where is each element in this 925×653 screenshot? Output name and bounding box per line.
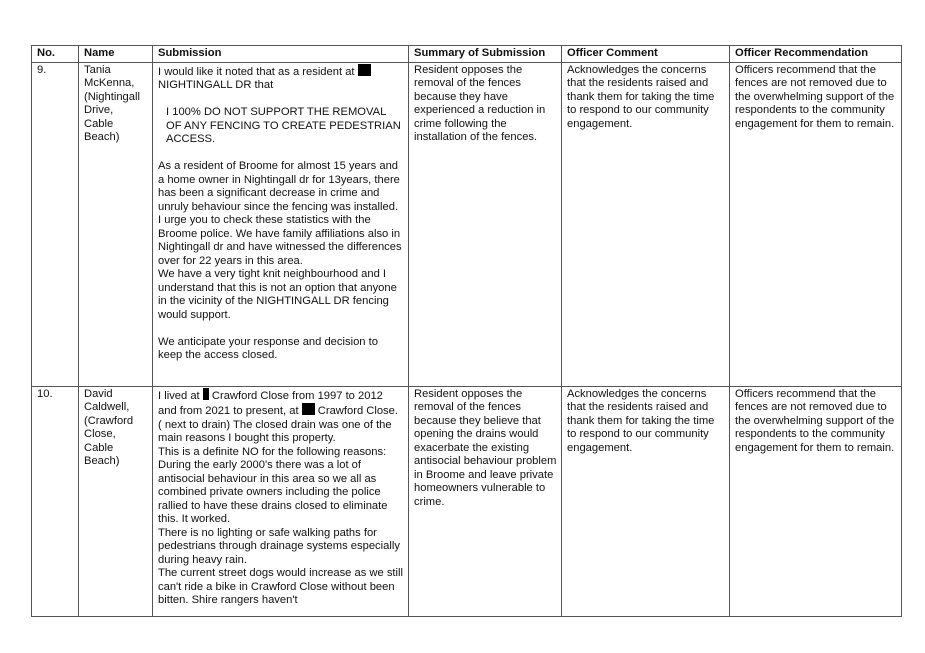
officer-comment: Acknowledges the concerns that the residents raised and thank them for taking the time to respond to our community engagement. [562, 62, 730, 386]
submission-paragraph: This is a definite NO for the following reasons: [158, 445, 387, 458]
table-row [32, 62, 902, 386]
submission-text-part: Crawford Close from 1997 to 2012 and from 2021 to present, at [158, 389, 383, 417]
name-line: Drive, [84, 104, 114, 116]
submission-paragraph: We anticipate your response and decision to keep the access closed. [158, 335, 378, 361]
row-number: 10. [32, 386, 79, 616]
redaction-block [358, 64, 371, 76]
name-line: Beach) [84, 131, 120, 143]
table-row [32, 386, 902, 616]
document-page [31, 45, 901, 617]
submitter-name [79, 62, 153, 386]
submission-paragraph: I 100% DO NOT SUPPORT THE REMOVAL OF ANY FENCING TO CREATE PEDESTRIAN ACCESS. [166, 106, 401, 145]
submission-paragraph [158, 388, 404, 446]
submission-paragraph: During the early 2000's there was a lot of antisocial behaviour in this area so we all as combined private owners including the police rallied to have these drains closed to eliminate this. It worked. [158, 459, 388, 525]
name-line: Close, [84, 428, 116, 440]
submission-paragraph: As a resident of Broome for almost 15 years and a home owner in Nightingall dr for 13years, there has been a significant decrease in crime and unruly behaviour since the fencing was installed. I urge you to check these statistics with the Broome police. We have family affiliations also in Nightingall dr and have witnessed the differences over for 22 years in this area. [158, 160, 402, 267]
submitter-name [79, 386, 153, 616]
name-line: Beach) [84, 455, 120, 467]
redaction-block [203, 388, 209, 400]
name-line: (Crawford [84, 414, 134, 427]
officer-comment: Acknowledges the concerns that the residents raised and thank them for taking the time to respond to our community engagement. [562, 386, 730, 616]
name-line: Caldwell, [84, 401, 130, 413]
name-line: David [84, 387, 113, 400]
submission-summary: Resident opposes the removal of the fences because they have experienced a reduction in crime following the installation of the fences. [409, 62, 562, 386]
name-line: Tania [84, 63, 111, 76]
submission-paragraph: We have a very tight knit neighbourhood and I understand that this is not an option that anyone in the vicinity of the NIGHTINGALL DR fencing would support. [158, 268, 397, 321]
submission-text [153, 62, 409, 386]
redaction-block [302, 403, 315, 415]
submission-text [153, 386, 409, 616]
name-line: Cable [84, 441, 114, 454]
submission-text-part: I lived at [158, 389, 200, 402]
submission-paragraph: There is no lighting or safe walking paths for pedestrians through drainage systems especially during heavy rain. [158, 526, 400, 566]
header-officer-comment: Officer Comment [562, 46, 730, 63]
header-no: No. [32, 46, 79, 63]
header-submission: Submission [153, 46, 409, 63]
officer-recommendation: Officers recommend that the fences are not removed due to the overwhelming support of the respondents to the community engagement for them to remain. [730, 386, 902, 616]
submissions-table [31, 45, 902, 617]
header-summary: Summary of Submission [409, 46, 562, 63]
submission-text-part: Crawford Close. ( next to drain) The closed drain was one of the main reasons I bought this property. [158, 405, 398, 444]
submission-text-part: NIGHTINGALL DR that [158, 79, 274, 91]
name-line: Cable [84, 117, 114, 130]
name-line: (Nightingall [84, 90, 140, 103]
submission-paragraph [158, 64, 404, 93]
header-officer-recommendation: Officer Recommendation [730, 46, 902, 63]
table-header-row [32, 46, 902, 63]
officer-recommendation: Officers recommend that the fences are not removed due to the overwhelming support of the respondents to the community engagement for them to remain. [730, 62, 902, 386]
row-number: 9. [32, 62, 79, 386]
name-line: McKenna, [84, 77, 135, 89]
submission-text-part: I would like it noted that as a resident at [158, 65, 355, 78]
submission-summary: Resident opposes the removal of the fences because they believe that opening the drains would exacerbate the existing antisocial behaviour problem in Broome and leave private homeowners vulnerable to crime. [409, 386, 562, 616]
submission-paragraph: The current street dogs would increase as we still can't ride a bike in Crawford Close without been bitten. Shire rangers haven't [158, 567, 403, 606]
header-name: Name [79, 46, 153, 63]
